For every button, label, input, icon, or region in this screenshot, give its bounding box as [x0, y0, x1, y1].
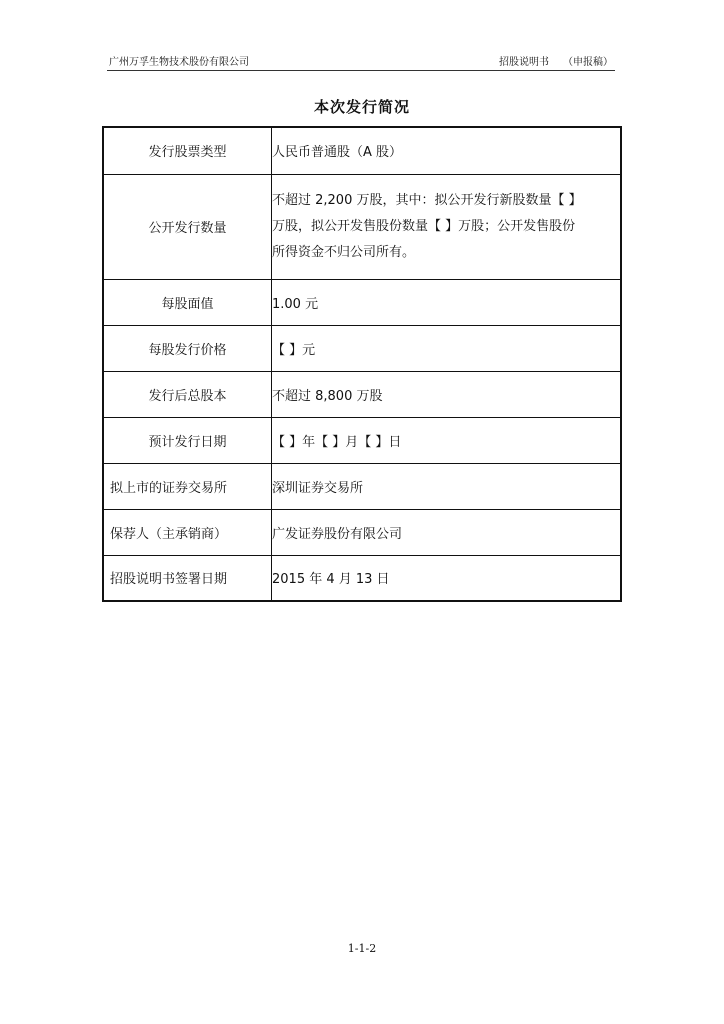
value-par-value: 1.00 元: [272, 279, 622, 325]
table-row-total-shares: [103, 371, 621, 417]
value-offering-size: [272, 174, 622, 279]
label-total-shares: 发行后总股本: [103, 371, 272, 417]
value-sponsor: 广发证券股份有限公司: [272, 509, 622, 555]
value-stock-type: 人民币普通股（A 股）: [272, 127, 622, 174]
label-stock-type: 发行股票类型: [103, 127, 272, 174]
header-doc-type-label: 招股说明书: [499, 57, 549, 68]
value-total-shares: 不超过 8,800 万股: [272, 371, 622, 417]
page-header: [107, 50, 615, 71]
label-offering-price: 每股发行价格: [103, 325, 272, 371]
label-sponsor: 保荐人（主承销商）: [103, 509, 272, 555]
table-row-signing-date: [103, 555, 621, 601]
label-offering-date: 预计发行日期: [103, 417, 272, 463]
header-document-type: [499, 53, 613, 68]
table-row-offering-size: [103, 174, 621, 279]
label-stock-exchange: 拟上市的证券交易所: [103, 463, 272, 509]
issuance-summary-table: [102, 126, 622, 602]
offering-size-line-2: 万股，拟公开发售股份数量【 】万股；公开发售股份: [272, 218, 576, 234]
header-draft-label: （申报稿）: [563, 57, 613, 68]
label-par-value: 每股面值: [103, 279, 272, 325]
table-row-par-value: [103, 279, 621, 325]
offering-size-line-1: 不超过 2,200 万股，其中：拟公开发行新股数量【 】: [272, 192, 582, 208]
value-offering-price: 【 】元: [272, 325, 622, 371]
document-title: 本次发行简况: [313, 98, 410, 116]
table-row-offering-date: [103, 417, 621, 463]
value-signing-date: 2015 年 4 月 13 日: [272, 555, 622, 601]
table-row-stock-exchange: [103, 463, 621, 509]
page-number: 1-1-2: [347, 942, 377, 955]
value-offering-date: 【 】年【 】月【 】日: [272, 417, 622, 463]
value-stock-exchange: 深圳证券交易所: [272, 463, 622, 509]
table-row-stock-type: [103, 127, 621, 174]
table-row-offering-price: [103, 325, 621, 371]
label-offering-size: 公开发行数量: [103, 174, 272, 279]
header-company-name: 广州万孚生物技术股份有限公司: [109, 57, 249, 68]
table-row-sponsor: [103, 509, 621, 555]
label-signing-date: 招股说明书签署日期: [103, 555, 272, 601]
offering-size-line-3: 所得资金不归公司所有。: [272, 244, 416, 260]
